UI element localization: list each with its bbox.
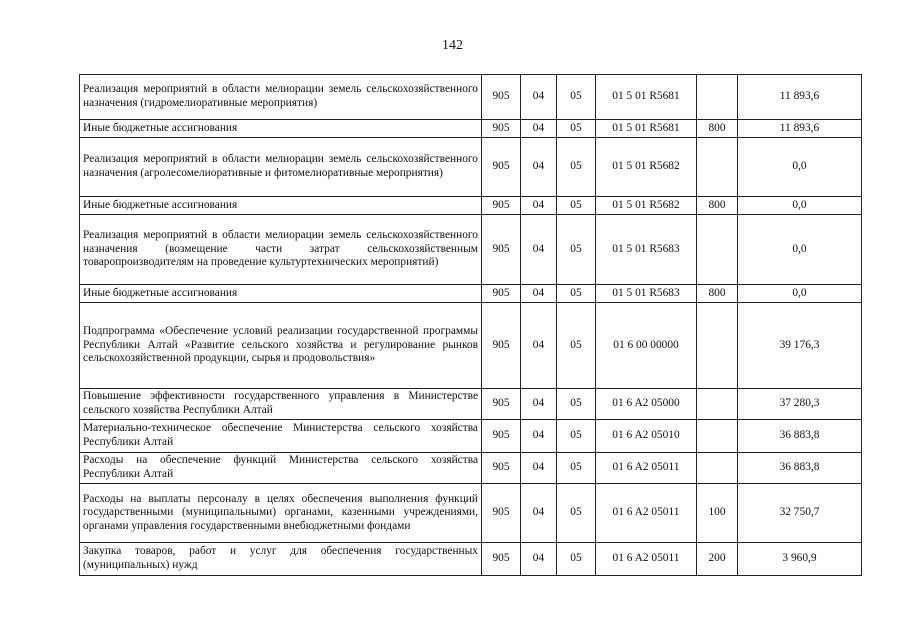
budget-table [79,74,862,576]
row-target-article: 01 5 01 R5682 [596,138,697,197]
row-target-article: 01 6 00 00000 [596,303,697,389]
row-expense-type [697,75,738,120]
row-expense-type [697,215,738,285]
row-admin-code: 905 [482,453,521,484]
row-target-article: 01 5 01 R5682 [596,197,697,215]
table-row [80,120,862,138]
row-admin-code: 905 [482,484,521,543]
row-expense-type [697,420,738,453]
row-description: Закупка товаров, работ и услуг для обеспечения государственных (муниципальных) нужд [80,543,482,576]
row-description: Реализация мероприятий в области мелиорации земель сельскохозяйственного назначения (гидромелиоративные мероприятия) [80,75,482,120]
row-subsection-code: 05 [557,120,596,138]
row-target-article: 01 6 A2 05011 [596,453,697,484]
row-section-code: 04 [521,303,557,389]
row-section-code: 04 [521,285,557,303]
row-amount: 11 893,6 [738,120,862,138]
row-subsection-code: 05 [557,303,596,389]
row-description: Расходы на обеспечение функций Министерства сельского хозяйства Республики Алтай [80,453,482,484]
row-amount: 36 883,8 [738,420,862,453]
row-admin-code: 905 [482,389,521,420]
row-target-article: 01 5 01 R5681 [596,120,697,138]
row-amount: 11 893,6 [738,75,862,120]
row-expense-type: 100 [697,484,738,543]
row-subsection-code: 05 [557,75,596,120]
row-section-code: 04 [521,389,557,420]
row-target-article: 01 6 A2 05000 [596,389,697,420]
row-section-code: 04 [521,484,557,543]
row-expense-type: 800 [697,120,738,138]
row-target-article: 01 6 A2 05011 [596,543,697,576]
row-admin-code: 905 [482,303,521,389]
table-row [80,453,862,484]
row-subsection-code: 05 [557,543,596,576]
row-section-code: 04 [521,138,557,197]
row-admin-code: 905 [482,215,521,285]
row-description: Иные бюджетные ассигнования [80,197,482,215]
row-amount: 0,0 [738,138,862,197]
row-section-code: 04 [521,420,557,453]
page-number: 142 [442,38,463,53]
row-admin-code: 905 [482,138,521,197]
row-target-article: 01 5 01 R5681 [596,75,697,120]
row-subsection-code: 05 [557,197,596,215]
row-amount: 0,0 [738,215,862,285]
row-expense-type [697,138,738,197]
row-admin-code: 905 [482,543,521,576]
row-description: Иные бюджетные ассигнования [80,120,482,138]
table-row [80,75,862,120]
row-description: Реализация мероприятий в области мелиорации земель сельскохозяйственного назначения (агролесомелиоративные и фитомелиоративные мероприятия) [80,138,482,197]
row-subsection-code: 05 [557,215,596,285]
row-target-article: 01 6 A2 05011 [596,484,697,543]
table-row [80,389,862,420]
table-row [80,138,862,197]
row-admin-code: 905 [482,120,521,138]
row-subsection-code: 05 [557,389,596,420]
row-subsection-code: 05 [557,420,596,453]
row-expense-type [697,453,738,484]
row-subsection-code: 05 [557,285,596,303]
row-target-article: 01 6 A2 05010 [596,420,697,453]
row-expense-type: 800 [697,285,738,303]
row-subsection-code: 05 [557,484,596,543]
row-section-code: 04 [521,75,557,120]
row-target-article: 01 5 01 R5683 [596,215,697,285]
row-description: Повышение эффективности государственного управления в Министерстве сельского хозяйства Республики Алтай [80,389,482,420]
row-admin-code: 905 [482,197,521,215]
row-amount: 37 280,3 [738,389,862,420]
row-admin-code: 905 [482,285,521,303]
row-expense-type [697,389,738,420]
row-target-article: 01 5 01 R5683 [596,285,697,303]
row-section-code: 04 [521,197,557,215]
row-amount: 39 176,3 [738,303,862,389]
table-row [80,420,862,453]
row-amount: 0,0 [738,197,862,215]
row-admin-code: 905 [482,75,521,120]
table-row [80,197,862,215]
row-description: Реализация мероприятий в области мелиорации земель сельскохозяйственного назначения (возмещение части затрат сельскохозяйственным товаропроизводителям на проведение культуртехнических мероприятий) [80,215,482,285]
row-admin-code: 905 [482,420,521,453]
row-amount: 32 750,7 [738,484,862,543]
row-expense-type: 200 [697,543,738,576]
row-description: Материально-техническое обеспечение Министерства сельского хозяйства Республики Алтай [80,420,482,453]
row-amount: 0,0 [738,285,862,303]
row-expense-type: 800 [697,197,738,215]
row-description: Иные бюджетные ассигнования [80,285,482,303]
table-row [80,484,862,543]
row-description: Подпрограмма «Обеспечение условий реализации государственной программы Республики Алтай «Развитие сельского хозяйства и регулирование рынков сельскохозяйственной продукции, сырья и продовольствия» [80,303,482,389]
row-description: Расходы на выплаты персоналу в целях обеспечения выполнения функций государственными (муниципальными) органами, казенными учреждениями, органами управления государственными внебюджетными фондами [80,484,482,543]
table-row [80,215,862,285]
row-amount: 36 883,8 [738,453,862,484]
row-section-code: 04 [521,543,557,576]
row-subsection-code: 05 [557,453,596,484]
table-row [80,285,862,303]
row-section-code: 04 [521,120,557,138]
row-subsection-code: 05 [557,138,596,197]
table-row [80,543,862,576]
row-amount: 3 960,9 [738,543,862,576]
row-section-code: 04 [521,453,557,484]
table-row [80,303,862,389]
row-section-code: 04 [521,215,557,285]
row-expense-type [697,303,738,389]
